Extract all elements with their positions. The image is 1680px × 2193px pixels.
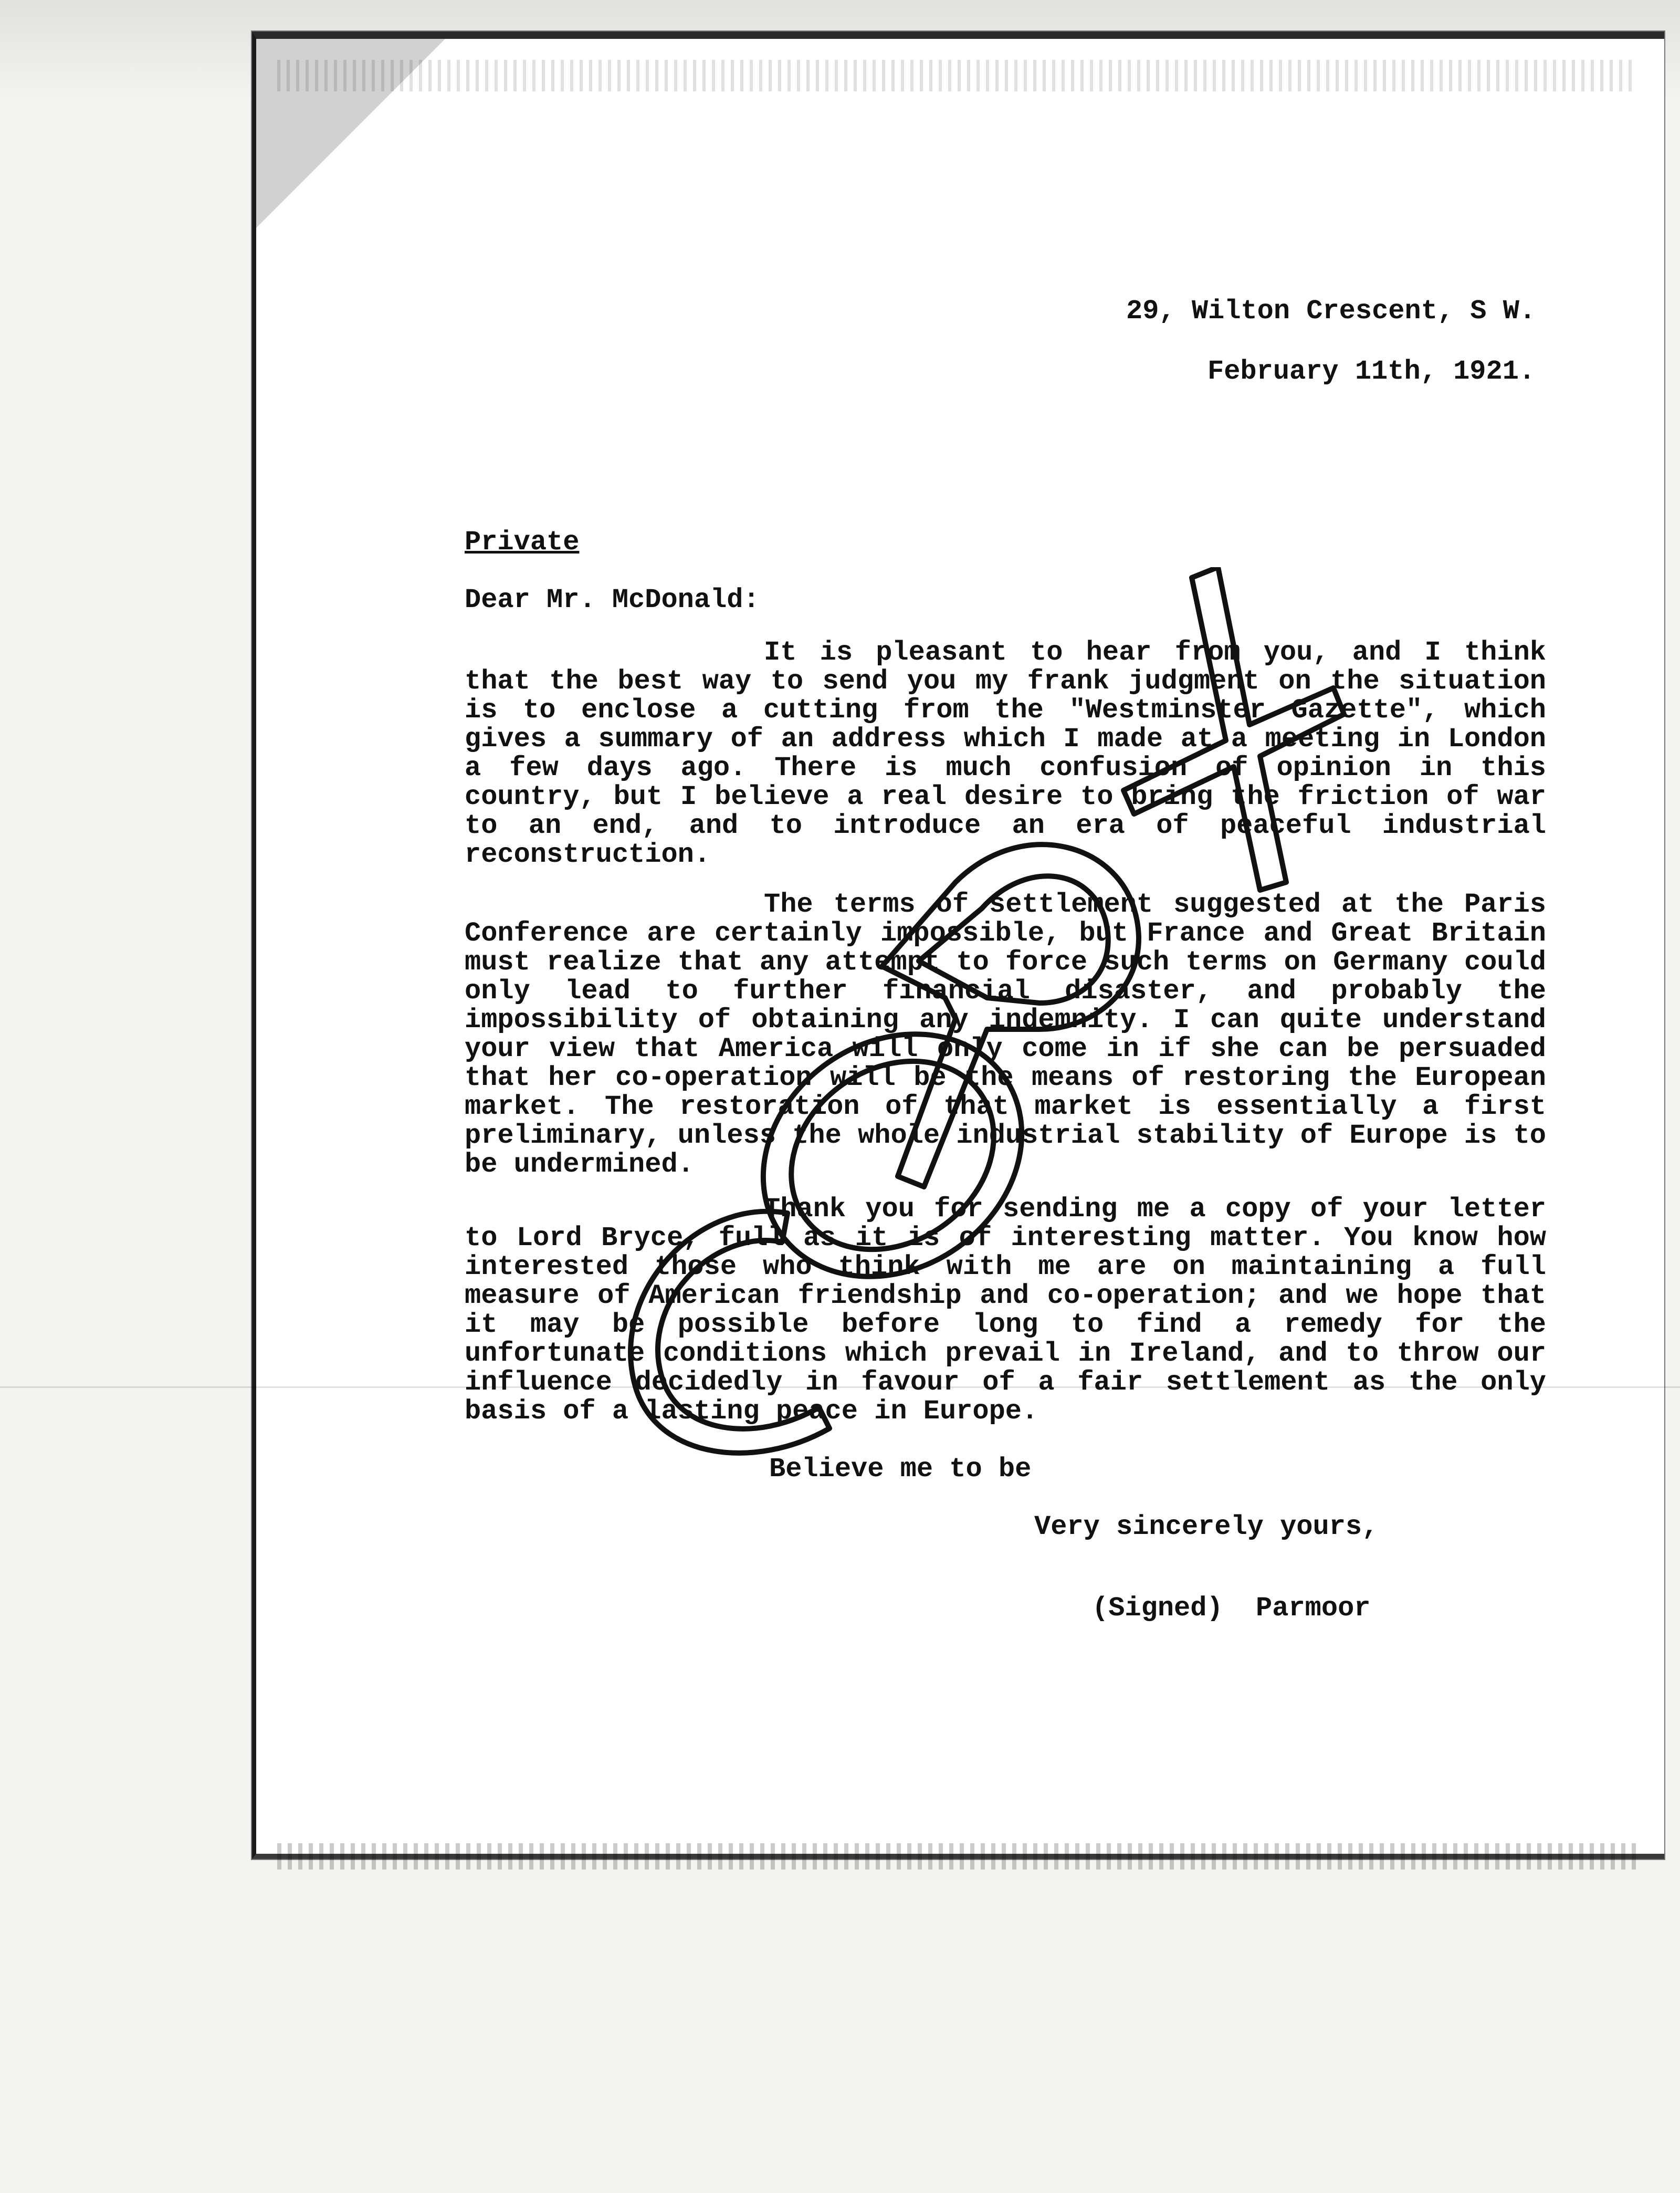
paragraph-text: Thank you for sending me a copy of your letter to Lord Bryce, full as it is of interesting matter. You know how interested those who think with me are on maintaining a full measure of American friendship and co-operation; and we hope that it may be possible before long to find a remedy for the unfortunate conditions which prevail in Ireland, and to throw our influence decidedly in favour of a fair settlement as the only basis of a lasting peace in Europe. xyxy=(465,1194,1546,1427)
closing-line: Believe me to be xyxy=(769,1454,1032,1485)
paragraph-text: The terms of settlement suggested at the Paris Conference are certainly impossible, but France and Great Britain must realize that any attempt to force such terms on Germany could only lead to further financial disaster, and probably the impossibility of obtaining any indemnity. I can quite understand your view that America will only come in if she can be persuaded that her co-operation will be the means of restoring the European market. The restoration of that market is essentially a first preliminary, unless the whole industrial stability of Europe is to be undermined. xyxy=(465,889,1546,1180)
body-paragraph-1 xyxy=(465,638,1546,869)
sender-address: 29, Wilton Crescent, S W. xyxy=(1126,296,1536,327)
paragraph-text: It is pleasant to hear from you, and I think that the best way to send you my frank judgment on the situation is to enclose a cutting from the "Westminster Gazette", which gives a summary of an address which I made at a meeting in London a few days ago. There is much confusion of opinion in this country, but I believe a real desire to bring the friction of war to an end, and to introduce an era of peaceful industrial reconstruction. xyxy=(465,637,1546,870)
body-paragraph-2 xyxy=(465,890,1546,1179)
private-marking: Private xyxy=(465,527,580,558)
salutation: Dear Mr. McDonald: xyxy=(465,584,760,615)
scan-noise-strip-top xyxy=(277,60,1632,91)
letter-date: February 11th, 1921. xyxy=(1208,356,1536,387)
body-paragraph-3 xyxy=(465,1195,1546,1426)
valediction: Very sincerely yours, xyxy=(1034,1511,1379,1542)
scan-noise-strip-bottom xyxy=(277,1843,1642,1870)
signature-line: (Signed) Parmoor xyxy=(1092,1593,1371,1624)
